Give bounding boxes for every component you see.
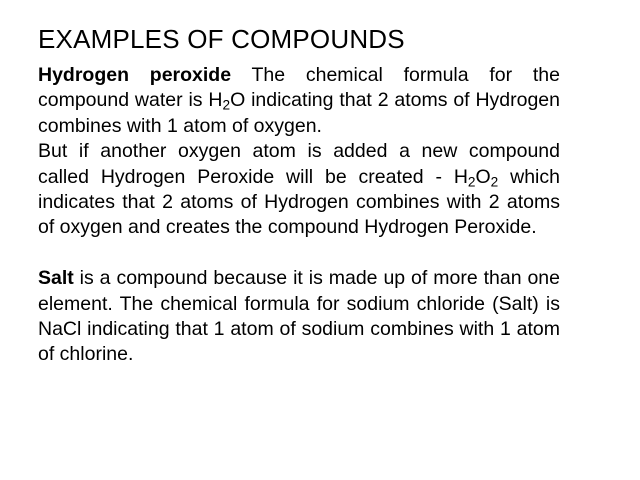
- hydrogen-peroxide-term: Hydrogen peroxide: [38, 64, 232, 86]
- water-formula-text-cont: O indicating that 2 atoms of Hydrogen combines with 1 atom of oxygen.: [38, 89, 560, 137]
- slide-title: EXAMPLES OF COMPOUNDS: [38, 24, 405, 54]
- salt-term: Salt: [38, 267, 74, 290]
- water-formula-subscript: 2: [222, 97, 231, 113]
- salt-text: is a compound because it is made up of more than one element. The chemical formula for sodium chloride (Salt) is NaCl indicating that 1 atom of sodium combines with 1 atom of chlorine.: [38, 267, 560, 366]
- peroxide-formula-subscript-h: 2: [467, 174, 476, 190]
- slide-body: [38, 63, 560, 368]
- water-formula-text: The chemical formula for the compound water is H: [38, 64, 561, 112]
- peroxide-formula-o: O: [475, 165, 491, 188]
- peroxide-formula-subscript-o: 2: [490, 174, 499, 190]
- hydrogen-peroxide-explanation: [38, 139, 560, 241]
- hydrogen-peroxide-paragraph: [38, 63, 560, 139]
- paragraph-spacer: [38, 241, 560, 266]
- peroxide-text-cont: which indicates that 2 atoms of Hydrogen combines with 2 atoms of oxygen and creates the compound Hydrogen Peroxide.: [38, 165, 560, 239]
- peroxide-text: But if another oxygen atom is added a new compound called Hydrogen Peroxide will be created - H: [38, 140, 560, 188]
- salt-paragraph: [38, 266, 560, 368]
